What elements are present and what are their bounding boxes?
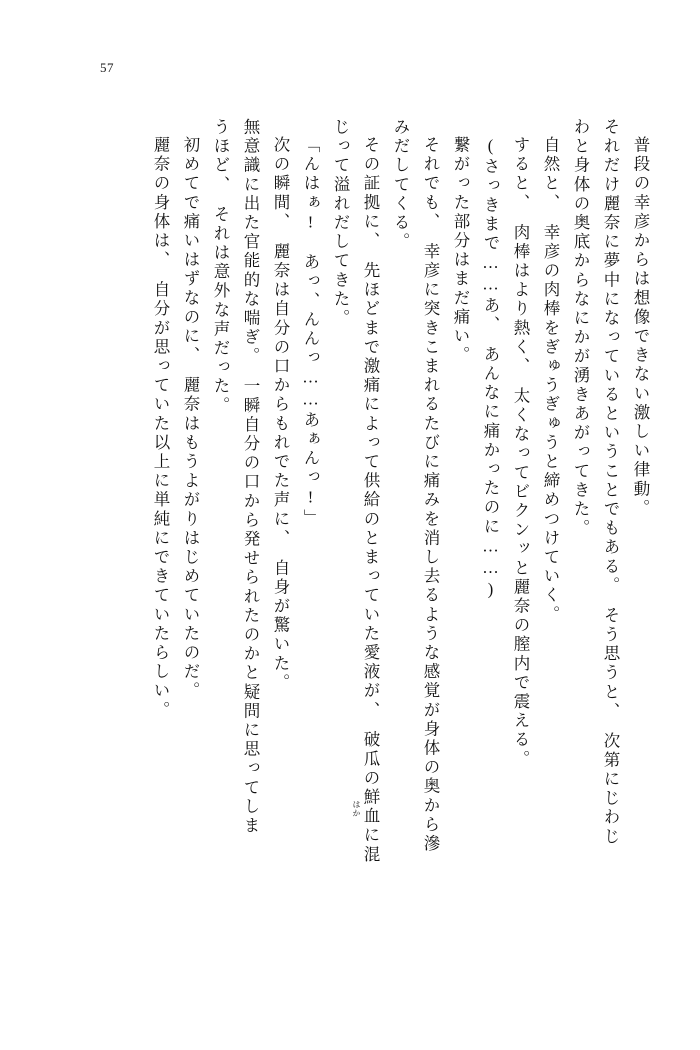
text-line: 初めてで痛いはずなのに、 麗奈はもうよがりはじめていたのだ。 xyxy=(181,136,200,701)
text-line: それだけ麗奈に夢中になっているということでもある。 そう思うと、 次第にじわじ xyxy=(601,118,620,847)
text-line: 繋がった部分はまだ痛い。 xyxy=(451,136,470,366)
text-line: 次の瞬間、 麗奈は自分の口からもれでた声に、 自身が驚いた。 xyxy=(271,136,290,693)
page-number: 57 xyxy=(100,60,114,75)
text-line: 自然と、 幸彦の肉棒をぎゅうぎゅうと締めつけていく。 xyxy=(541,136,560,625)
text-line: わと身体の奥底からなにかが湧きあがってきた。 xyxy=(571,118,590,539)
text-line: その証拠に、 先ほどまで激痛によって供給のとまっていた愛液が、 破瓜の鮮血に混 xyxy=(361,136,380,865)
ruby-annotation-hakka: はか xyxy=(352,800,361,818)
text-line: みだしてくる。 xyxy=(391,118,410,252)
text-line: 普段の幸彦からは想像できない激しい律動。 xyxy=(631,136,650,518)
text-line: (さっきまで……あ、 あんなに痛かったのに……) xyxy=(481,136,500,602)
text-line: 無意識に出た官能的な喘ぎ。 一瞬自分の口から発せられたのかと疑問に思ってしま xyxy=(241,118,260,836)
text-line: 麗奈の身体は、 自分が思っていた以上に単純にできていたらしい。 xyxy=(151,136,170,720)
text-line: うほど、 それは意外な声だった。 xyxy=(211,118,230,416)
text-line: じって溢れだしてきた。 xyxy=(331,118,350,329)
text-line: すると、 肉棒はより熱く、 太くなってビクンッと麗奈の膣内で震える。 xyxy=(511,136,530,769)
vertical-body-text xyxy=(62,118,648,1018)
text-line: それでも、 幸彦に突きこまれるたびに痛みを消し去るような感覚が身体の奥から滲 xyxy=(421,136,440,854)
text-line: 「んはぁ! あっ、んんっ……あぁんっ!」 xyxy=(301,136,320,528)
